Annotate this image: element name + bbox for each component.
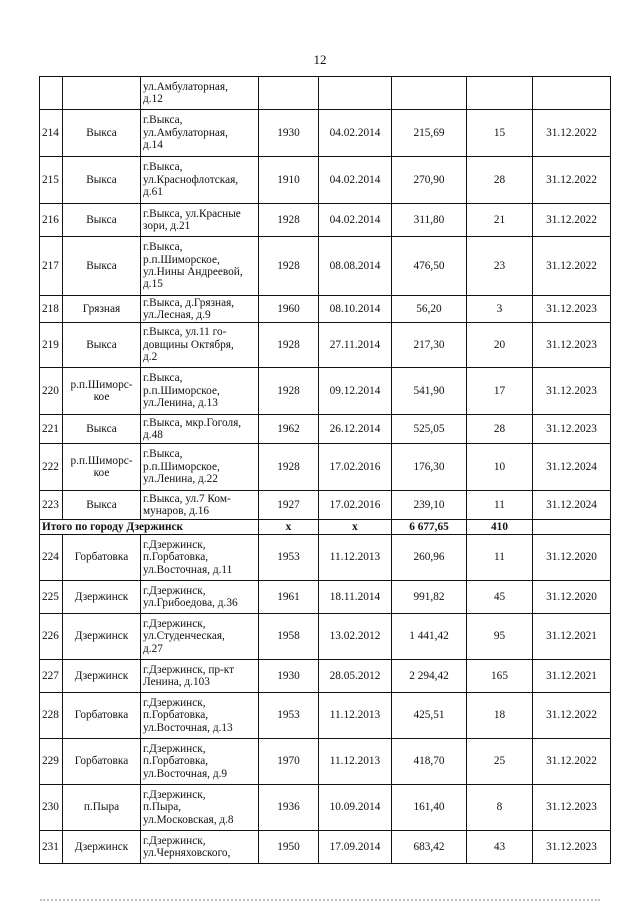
table-row <box>40 831 611 864</box>
table-row <box>40 157 611 204</box>
residents-cell: 18 <box>467 693 533 739</box>
address-cell: г.Дзержинск, п.Горбатовка, ул.Восточная, д.11 <box>141 535 259 581</box>
date-cell: 18.11.2014 <box>319 581 392 614</box>
table-row <box>40 204 611 237</box>
residents-cell: 10 <box>467 444 533 491</box>
table-row <box>40 693 611 739</box>
residents-cell: 23 <box>467 237 533 296</box>
area-cell: 476,50 <box>392 237 467 296</box>
build-year-cell: 1970 <box>259 739 319 785</box>
settlement-cell: Дзержинск <box>63 614 141 660</box>
build-year-cell: 1928 <box>259 204 319 237</box>
residents-cell <box>467 77 533 110</box>
deadline-cell: 31.12.2021 <box>533 614 611 660</box>
row-number-cell: 222 <box>40 444 63 491</box>
total-date-cell: х <box>319 520 392 535</box>
deadline-cell: 31.12.2022 <box>533 237 611 296</box>
date-cell: 08.08.2014 <box>319 237 392 296</box>
page-number: 12 <box>313 52 327 67</box>
deadline-cell: 31.12.2023 <box>533 323 611 368</box>
table-row <box>40 581 611 614</box>
address-cell: г.Выкса, р.п.Шиморское, ул.Нины Андреевой, д.15 <box>141 237 259 296</box>
address-cell: г.Дзержинск, ул.Черняховского, <box>141 831 259 864</box>
area-cell: 239,10 <box>392 491 467 520</box>
address-cell: г.Дзержинск, ул.Студенческая, д.27 <box>141 614 259 660</box>
settlement-cell: Выкса <box>63 491 141 520</box>
table-row <box>40 110 611 157</box>
build-year-cell: 1928 <box>259 368 319 415</box>
address-cell: г.Выкса, ул.Красные зори, д.21 <box>141 204 259 237</box>
build-year-cell: 1950 <box>259 831 319 864</box>
area-cell: 215,69 <box>392 110 467 157</box>
table-row <box>40 368 611 415</box>
settlement-cell: Выкса <box>63 237 141 296</box>
area-cell: 1 441,42 <box>392 614 467 660</box>
deadline-cell: 31.12.2023 <box>533 785 611 831</box>
deadline-cell: 31.12.2022 <box>533 739 611 785</box>
table-row <box>40 491 611 520</box>
date-cell: 13.02.2012 <box>319 614 392 660</box>
deadline-cell <box>533 77 611 110</box>
row-number-cell: 231 <box>40 831 63 864</box>
residents-cell: 28 <box>467 157 533 204</box>
residents-cell: 17 <box>467 368 533 415</box>
residents-cell: 20 <box>467 323 533 368</box>
address-cell: г.Выкса, мкр.Гоголя, д.48 <box>141 415 259 444</box>
row-number-cell: 226 <box>40 614 63 660</box>
address-cell: г.Выкса, д.Грязная, ул.Лесная, д.9 <box>141 296 259 323</box>
deadline-cell: 31.12.2021 <box>533 660 611 693</box>
area-cell: 541,90 <box>392 368 467 415</box>
scan-artifact-line <box>40 899 600 904</box>
settlement-cell: Грязная <box>63 296 141 323</box>
address-cell: ул.Амбулаторная, д.12 <box>141 77 259 110</box>
build-year-cell: 1930 <box>259 660 319 693</box>
deadline-cell: 31.12.2022 <box>533 110 611 157</box>
residents-cell: 8 <box>467 785 533 831</box>
build-year-cell: 1961 <box>259 581 319 614</box>
date-cell: 04.02.2014 <box>319 110 392 157</box>
residents-cell: 28 <box>467 415 533 444</box>
deadline-cell: 31.12.2024 <box>533 491 611 520</box>
deadline-cell: 31.12.2024 <box>533 444 611 491</box>
build-year-cell: 1927 <box>259 491 319 520</box>
build-year-cell: 1936 <box>259 785 319 831</box>
deadline-cell: 31.12.2022 <box>533 157 611 204</box>
area-cell: 176,30 <box>392 444 467 491</box>
settlement-cell: Выкса <box>63 204 141 237</box>
date-cell: 04.02.2014 <box>319 204 392 237</box>
address-cell: г.Выкса, ул.Амбулаторная, д.14 <box>141 110 259 157</box>
residents-cell: 11 <box>467 491 533 520</box>
date-cell: 11.12.2013 <box>319 739 392 785</box>
area-cell: 56,20 <box>392 296 467 323</box>
address-cell: г.Выкса, ул.11 го- довщины Октября, д.2 <box>141 323 259 368</box>
table-row <box>40 660 611 693</box>
total-people-cell: 410 <box>467 520 533 535</box>
total-term-cell <box>533 520 611 535</box>
date-cell: 17.09.2014 <box>319 831 392 864</box>
total-row <box>40 520 611 535</box>
total-area-cell: 6 677,65 <box>392 520 467 535</box>
date-cell: 04.02.2014 <box>319 157 392 204</box>
area-cell: 683,42 <box>392 831 467 864</box>
residents-cell: 165 <box>467 660 533 693</box>
date-cell: 10.09.2014 <box>319 785 392 831</box>
settlement-cell: Дзержинск <box>63 831 141 864</box>
housing-register-table <box>39 76 611 864</box>
address-cell: г.Дзержинск, пр-кт Ленина, д.103 <box>141 660 259 693</box>
build-year-cell: 1960 <box>259 296 319 323</box>
area-cell: 161,40 <box>392 785 467 831</box>
deadline-cell: 31.12.2023 <box>533 368 611 415</box>
date-cell: 17.02.2016 <box>319 444 392 491</box>
build-year-cell: 1928 <box>259 237 319 296</box>
settlement-cell: Выкса <box>63 323 141 368</box>
row-number-cell: 216 <box>40 204 63 237</box>
area-cell: 260,96 <box>392 535 467 581</box>
row-number-cell: 224 <box>40 535 63 581</box>
build-year-cell: 1958 <box>259 614 319 660</box>
area-cell: 217,30 <box>392 323 467 368</box>
total-year-cell: х <box>259 520 319 535</box>
build-year-cell <box>259 77 319 110</box>
row-number-cell: 230 <box>40 785 63 831</box>
address-cell: г.Выкса, ул.Краснофлотская, д.61 <box>141 157 259 204</box>
table-row <box>40 614 611 660</box>
build-year-cell: 1953 <box>259 693 319 739</box>
total-label: Итого по городу Дзержинск <box>40 520 259 535</box>
deadline-cell: 31.12.2023 <box>533 415 611 444</box>
date-cell: 27.11.2014 <box>319 323 392 368</box>
build-year-cell: 1962 <box>259 415 319 444</box>
settlement-cell: Горбатовка <box>63 535 141 581</box>
settlement-cell <box>63 77 141 110</box>
table-row <box>40 785 611 831</box>
date-cell: 26.12.2014 <box>319 415 392 444</box>
row-number-cell <box>40 77 63 110</box>
settlement-cell: Горбатовка <box>63 739 141 785</box>
build-year-cell: 1930 <box>259 110 319 157</box>
residents-cell: 25 <box>467 739 533 785</box>
date-cell: 08.10.2014 <box>319 296 392 323</box>
deadline-cell: 31.12.2023 <box>533 296 611 323</box>
settlement-cell: р.п.Шиморс- кое <box>63 444 141 491</box>
settlement-cell: Выкса <box>63 415 141 444</box>
row-number-cell: 219 <box>40 323 63 368</box>
residents-cell: 3 <box>467 296 533 323</box>
residents-cell: 15 <box>467 110 533 157</box>
date-cell: 17.02.2016 <box>319 491 392 520</box>
table-row <box>40 415 611 444</box>
area-cell: 425,51 <box>392 693 467 739</box>
deadline-cell: 31.12.2022 <box>533 204 611 237</box>
row-number-cell: 228 <box>40 693 63 739</box>
settlement-cell: п.Пыра <box>63 785 141 831</box>
deadline-cell: 31.12.2020 <box>533 581 611 614</box>
date-cell <box>319 77 392 110</box>
table-row <box>40 296 611 323</box>
table-row <box>40 535 611 581</box>
build-year-cell: 1928 <box>259 323 319 368</box>
table-row <box>40 739 611 785</box>
row-number-cell: 227 <box>40 660 63 693</box>
address-cell: г.Выкса, р.п.Шиморское, ул.Ленина, д.13 <box>141 368 259 415</box>
deadline-cell: 31.12.2020 <box>533 535 611 581</box>
row-number-cell: 218 <box>40 296 63 323</box>
row-number-cell: 229 <box>40 739 63 785</box>
settlement-cell: р.п.Шиморс- кое <box>63 368 141 415</box>
row-number-cell: 217 <box>40 237 63 296</box>
row-number-cell: 220 <box>40 368 63 415</box>
address-cell: г.Дзержинск, п.Горбатовка, ул.Восточная, д.13 <box>141 693 259 739</box>
settlement-cell: Выкса <box>63 110 141 157</box>
residents-cell: 11 <box>467 535 533 581</box>
area-cell <box>392 77 467 110</box>
address-cell: г.Дзержинск, ул.Грибоедова, д.36 <box>141 581 259 614</box>
row-number-cell: 221 <box>40 415 63 444</box>
table-row <box>40 323 611 368</box>
area-cell: 525,05 <box>392 415 467 444</box>
build-year-cell: 1928 <box>259 444 319 491</box>
settlement-cell: Выкса <box>63 157 141 204</box>
row-number-cell: 225 <box>40 581 63 614</box>
row-number-cell: 214 <box>40 110 63 157</box>
residents-cell: 45 <box>467 581 533 614</box>
build-year-cell: 1910 <box>259 157 319 204</box>
address-cell: г.Выкса, ул.7 Ком- мунаров, д.16 <box>141 491 259 520</box>
table-row <box>40 444 611 491</box>
deadline-cell: 31.12.2023 <box>533 831 611 864</box>
date-cell: 28.05.2012 <box>319 660 392 693</box>
build-year-cell: 1953 <box>259 535 319 581</box>
date-cell: 11.12.2013 <box>319 693 392 739</box>
residents-cell: 21 <box>467 204 533 237</box>
residents-cell: 95 <box>467 614 533 660</box>
row-number-cell: 215 <box>40 157 63 204</box>
area-cell: 418,70 <box>392 739 467 785</box>
area-cell: 991,82 <box>392 581 467 614</box>
settlement-cell: Дзержинск <box>63 581 141 614</box>
deadline-cell: 31.12.2022 <box>533 693 611 739</box>
residents-cell: 43 <box>467 831 533 864</box>
area-cell: 2 294,42 <box>392 660 467 693</box>
address-cell: г.Выкса, р.п.Шиморское, ул.Ленина, д.22 <box>141 444 259 491</box>
settlement-cell: Дзержинск <box>63 660 141 693</box>
area-cell: 311,80 <box>392 204 467 237</box>
settlement-cell: Горбатовка <box>63 693 141 739</box>
address-cell: г.Дзержинск, п.Горбатовка, ул.Восточная, д.9 <box>141 739 259 785</box>
row-number-cell: 223 <box>40 491 63 520</box>
table-row <box>40 77 611 110</box>
table-row <box>40 237 611 296</box>
date-cell: 11.12.2013 <box>319 535 392 581</box>
address-cell: г.Дзержинск, п.Пыра, ул.Московская, д.8 <box>141 785 259 831</box>
date-cell: 09.12.2014 <box>319 368 392 415</box>
area-cell: 270,90 <box>392 157 467 204</box>
